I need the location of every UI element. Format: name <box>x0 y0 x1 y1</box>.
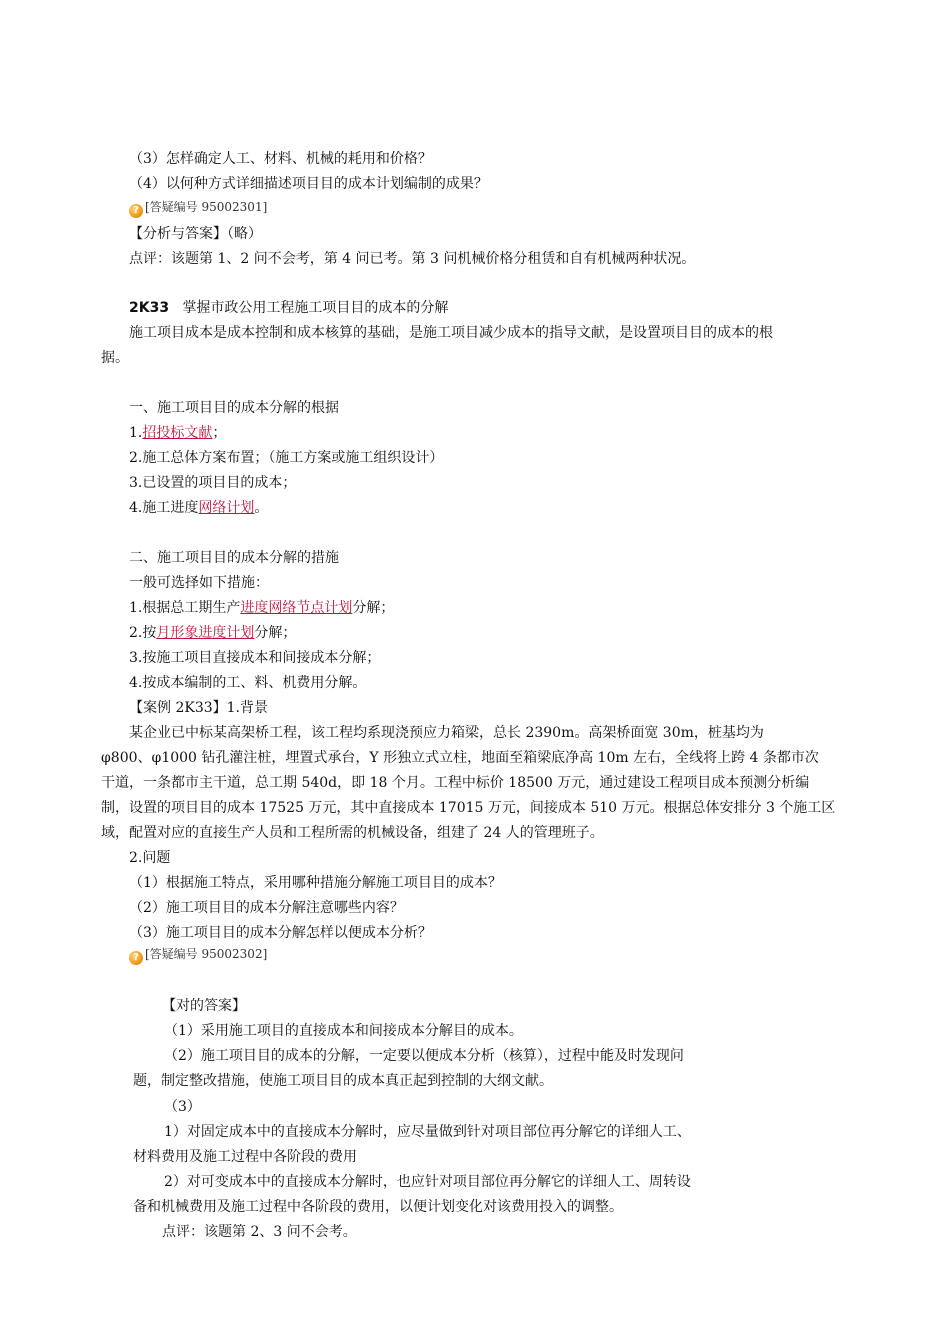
answer-ref-1 <box>129 197 267 218</box>
case-paragraph-line-5: 域，配置对应的直接生产人员和工程所需的机械设备，组建了 24 人的管理班子。 <box>101 825 604 841</box>
analysis-heading: 【分析与答案】（略） <box>129 226 262 242</box>
answer-3-1-line-1: 1）对固定成本中的直接成本分解时，应尽量做到针对项目部位再分解它的详细人工、 <box>164 1124 691 1140</box>
link-network-plan[interactable]: 网络计划 <box>198 500 255 516</box>
case-question-2: （2）施工项目目的成本分解注意哪些内容？ <box>129 900 404 916</box>
measures-item-1-prefix: 1.根据总工期生产 <box>129 600 241 616</box>
measures-heading: 二、施工项目目的成本分解的措施 <box>129 550 339 566</box>
basis-item-1-prefix: 1. <box>129 425 143 441</box>
section-intro-line-1: 施工项目成本是成本控制和成本核算的基础，是施工项目减少成本的指导文献，是设置项目目的成本的根 <box>129 325 773 341</box>
basis-item-1 <box>129 423 226 443</box>
basis-item-3: 3.已设置的项目目的成本； <box>129 475 297 491</box>
section-title-text: 掌握市政公用工程施工项目目的成本的分解 <box>182 300 449 316</box>
basis-heading: 一、施工项目目的成本分解的根据 <box>129 400 339 416</box>
answer-3-1-line-2: 材料费用及施工过程中各阶段的费用 <box>133 1149 357 1165</box>
link-monthly-progress-plan[interactable]: 月形象进度计划 <box>156 625 255 641</box>
measures-item-1 <box>129 598 394 618</box>
section-code: 2K33 <box>129 300 170 316</box>
measures-item-2 <box>129 623 296 643</box>
measures-item-2-suffix: 分解； <box>254 625 297 641</box>
measures-item-2-prefix: 2.按 <box>129 625 157 641</box>
case-paragraph-line-1: 某企业已中标某高架桥工程，该工程均系现浇预应力箱梁，总长 2390m。高架桥面宽 30m，桩基均为 <box>129 725 764 741</box>
link-progress-network-node-plan[interactable]: 进度网络节点计划 <box>240 600 353 616</box>
link-tender-documents[interactable]: 招投标文献 <box>142 425 213 441</box>
case-title: 【案例 2K33】1.背景 <box>129 700 268 716</box>
answer-heading: 【对的答案】 <box>162 998 246 1014</box>
basis-item-4 <box>129 498 268 518</box>
measures-lead: 一般可选择如下措施： <box>129 575 269 591</box>
question-4: （4）以何种方式详细描述项目目的成本计划编制的成果？ <box>129 176 488 192</box>
case-question-1: （1）根据施工特点，采用哪种措施分解施工项目目的成本？ <box>129 875 502 891</box>
case-paragraph-line-4: 制，设置的项目目的成本 17525 万元，其中直接成本 17015 万元，间接成本 510 万元。根据总体安排分 3 个施工区 <box>101 800 836 816</box>
answer-3-2-line-2: 备和机械费用及施工过程中各阶段的费用，以便计划变化对该费用投入的调整。 <box>133 1199 623 1215</box>
measures-item-1-suffix: 分解； <box>352 600 395 616</box>
answer-2-line-2: 题，制定整改措施，使施工项目目的成本真正起到控制的大纲文献。 <box>133 1073 553 1089</box>
case-question-heading: 2.问题 <box>129 850 171 866</box>
answer-2-line-1: （2）施工项目目的成本的分解，一定要以便成本分析（核算），过程中能及时发现问 <box>164 1048 684 1064</box>
basis-item-4-prefix: 4.施工进度 <box>129 500 199 516</box>
answer-ref-2 <box>129 944 267 965</box>
section-title <box>129 298 448 318</box>
answer-1: （1）采用施工项目的直接成本和间接成本分解目的成本。 <box>164 1023 523 1039</box>
answer-ref-number[interactable]: [答疑编号 95002301] <box>145 200 268 214</box>
section-intro-line-2: 据。 <box>101 350 129 366</box>
question-3: （3）怎样确定人工、材料、机械的耗用和价格？ <box>129 151 432 167</box>
case-question-3: （3）施工项目目的成本分解怎样以便成本分析？ <box>129 925 432 941</box>
basis-item-2: 2.施工总体方案布置；（施工方案或施工组织设计） <box>129 450 444 466</box>
answer-comment: 点评：该题第 2、3 问不会考。 <box>162 1224 357 1240</box>
case-paragraph-line-2: φ800、φ1000 钻孔灌注桩，埋置式承台，Y 形独立式立柱，地面至箱梁底净高 10m 左右，全线将上跨 4 条都市次 <box>101 750 819 766</box>
answer-3: （3） <box>164 1099 201 1115</box>
answer-ref-number[interactable]: [答疑编号 95002302] <box>145 947 268 961</box>
basis-item-4-suffix: 。 <box>254 500 269 516</box>
basis-item-1-suffix: ； <box>212 425 227 441</box>
question-icon[interactable]: ? <box>129 204 143 218</box>
case-paragraph-line-3: 干道，一条都市主干道，总工期 540d，即 18 个月。工程中标价 18500 万元，通过建设工程项目成本预测分析编 <box>101 775 810 791</box>
measures-item-3: 3.按施工项目直接成本和间接成本分解； <box>129 650 381 666</box>
question-icon[interactable]: ? <box>129 951 143 965</box>
measures-item-4: 4.按成本编制的工、料、机费用分解。 <box>129 675 367 691</box>
comment-1: 点评：该题第 1、2 问不会考，第 4 问已考。第 3 问机械价格分租赁和自有机械两种状况。 <box>129 251 696 267</box>
answer-3-2-line-1: 2）对可变成本中的直接成本分解时，也应针对项目部位再分解它的详细人工、周转设 <box>164 1174 691 1190</box>
